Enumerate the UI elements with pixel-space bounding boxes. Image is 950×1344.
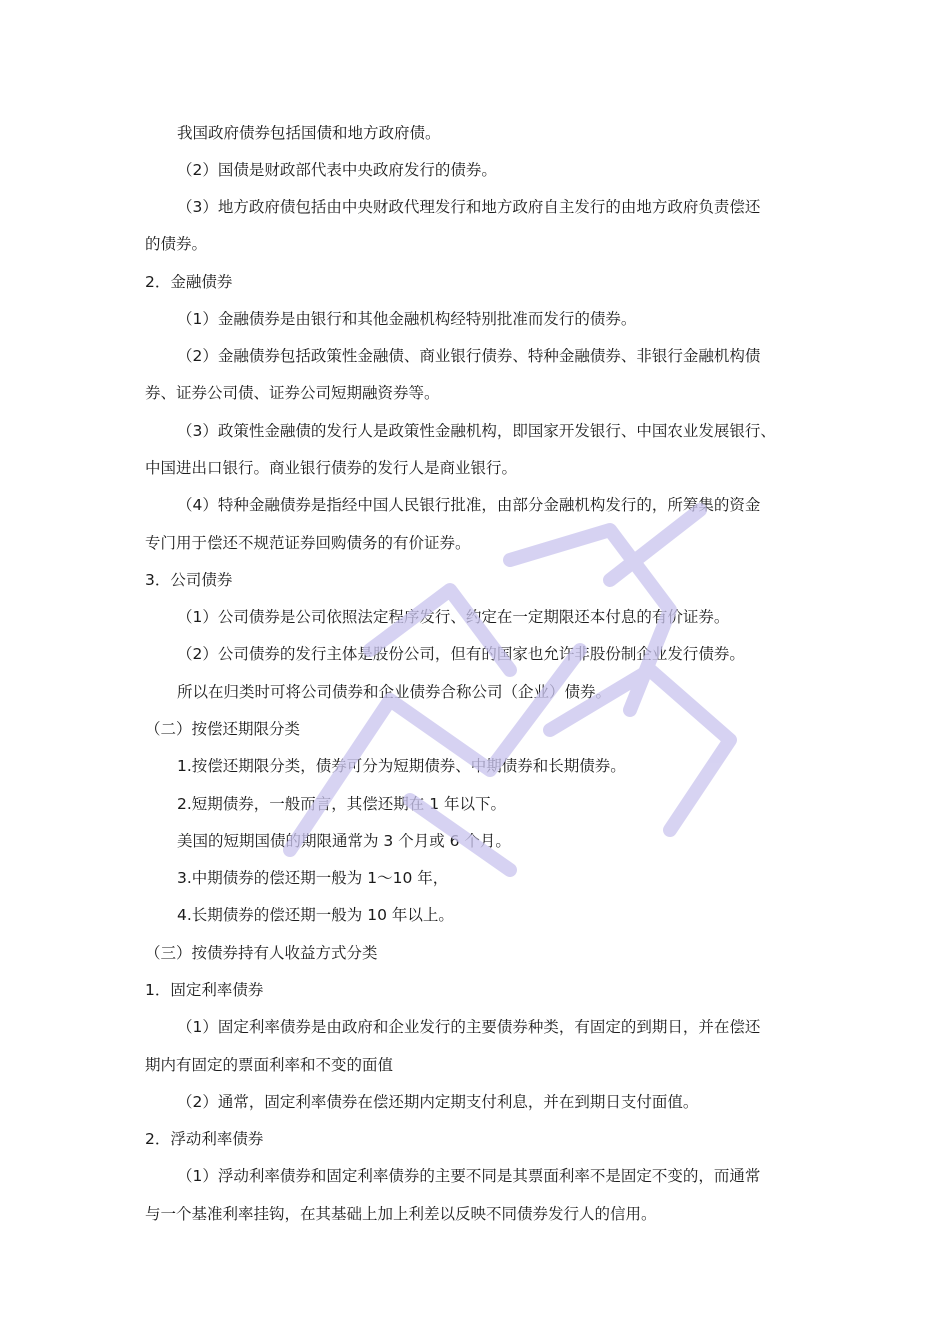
paragraph-line: 中国进出口银行。商业银行债券的发行人是商业银行。 [145, 459, 518, 477]
paragraph-line: 3.中期债券的偿还期一般为 1～10 年， [177, 869, 449, 887]
paragraph-line: 1.按偿还期限分类，债券可分为短期债券、中期债券和长期债券。 [177, 757, 626, 775]
section-heading: （三）按债券持有人收益方式分类 [145, 944, 378, 962]
paragraph-line: （4）特种金融债券是指经中国人民银行批准，由部分金融机构发行的，所筹集的资金 [177, 496, 761, 514]
paragraph-line: （3）政策性金融债的发行人是政策性金融机构，即国家开发银行、中国农业发展银行、 [177, 422, 776, 440]
paragraph-line: （2）国债是财政部代表中央政府发行的债券。 [177, 161, 497, 179]
paragraph-line: （1）浮动利率债券和固定利率债券的主要不同是其票面利率不是固定不变的，而通常 [177, 1167, 761, 1185]
section-heading: （二）按偿还期限分类 [145, 720, 301, 738]
paragraph-line: 期内有固定的票面利率和不变的面值 [145, 1056, 394, 1074]
paragraph-line: （1）公司债券是公司依照法定程序发行、约定在一定期限还本付息的有价证券。 [177, 608, 730, 626]
paragraph-line: （2）通常，固定利率债券在偿还期内定期支付利息，并在到期日支付面值。 [177, 1093, 699, 1111]
paragraph-line: 2.短期债券，一般而言，其偿还期在 1 年以下。 [177, 795, 507, 813]
section-heading: 1．固定利率债券 [145, 981, 264, 999]
section-heading: 3．公司债券 [145, 571, 233, 589]
paragraph-line: （2）公司债券的发行主体是股份公司，但有的国家也允许非股份制企业发行债券。 [177, 645, 745, 663]
paragraph-line: 我国政府债券包括国债和地方政府债。 [177, 124, 441, 142]
paragraph-line: 券、证券公司债、证券公司短期融资券等。 [145, 384, 440, 402]
paragraph-line: 4.长期债券的偿还期一般为 10 年以上。 [177, 906, 454, 924]
paragraph-line: 的债券。 [145, 235, 208, 253]
paragraph-line: 美国的短期国债的期限通常为 3 个月或 6 个月。 [177, 832, 511, 850]
section-heading: 2．浮动利率债券 [145, 1130, 264, 1148]
paragraph-line: 专门用于偿还不规范证券回购债务的有价证券。 [145, 534, 471, 552]
paragraph-line: 所以在归类时可将公司债券和企业债券合称公司（企业）债券。 [177, 683, 612, 701]
paragraph-line: （1）金融债券是由银行和其他金融机构经特别批准而发行的债券。 [177, 310, 637, 328]
paragraph-line: （2）金融债券包括政策性金融债、商业银行债券、特种金融债券、非银行金融机构债 [177, 347, 761, 365]
section-heading: 2．金融债券 [145, 273, 233, 291]
paragraph-line: 与一个基准利率挂钩，在其基础上加上利差以反映不同债券发行人的信用。 [145, 1205, 657, 1223]
paragraph-line: （1）固定利率债券是由政府和企业发行的主要债券种类，有固定的到期日，并在偿还 [177, 1018, 761, 1036]
paragraph-line: （3）地方政府债包括由中央财政代理发行和地方政府自主发行的由地方政府负责偿还 [177, 198, 761, 216]
